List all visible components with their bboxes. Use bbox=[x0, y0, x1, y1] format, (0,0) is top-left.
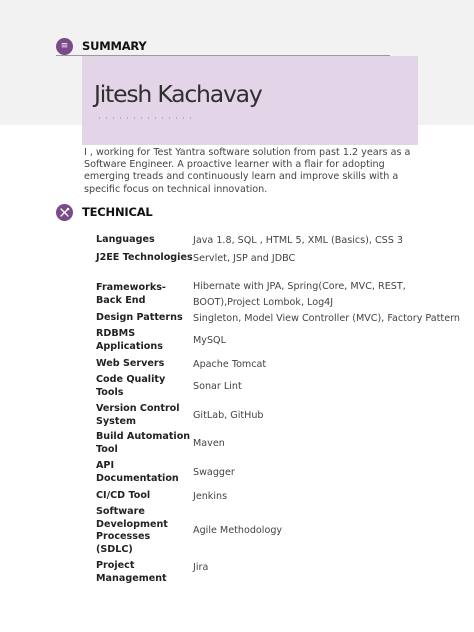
skill-label: Languages bbox=[96, 234, 155, 246]
subtitle-faint bbox=[96, 117, 191, 119]
skill-value: Singleton, Model View Controller (MVC), Factory Pattern bbox=[193, 313, 460, 324]
skill-row bbox=[96, 560, 208, 585]
skill-label: Build Automation Tool bbox=[96, 431, 191, 455]
summary-title: SUMMARY bbox=[82, 39, 147, 53]
skill-value: Jenkins bbox=[193, 491, 228, 502]
skill-row bbox=[96, 431, 225, 456]
summary-paragraph: I , working for Test Yantra software solution from past 1.2 years as a Software Engineer. A proactive learner with a flair for adopting emerging treads and continuously learn and improve skills with a specific focus on technical innovation. bbox=[84, 147, 411, 195]
skill-label: J2EE Technologies bbox=[96, 252, 193, 264]
skill-row bbox=[96, 460, 235, 485]
skill-label: RDBMS Applications bbox=[96, 328, 163, 352]
skill-row bbox=[96, 403, 264, 428]
skill-row bbox=[96, 328, 226, 353]
skill-row bbox=[96, 374, 242, 399]
skill-row bbox=[96, 506, 282, 556]
skill-label: CI/CD Tool bbox=[96, 490, 151, 502]
skill-value: Swagger bbox=[193, 466, 235, 478]
skill-label: Software Development Processes (SDLC) bbox=[96, 506, 168, 555]
skill-value: Hibernate with JPA, Spring(Core, MVC, REST, BOOT),Project Lombok, Log4J bbox=[193, 281, 406, 308]
skill-value: Jira bbox=[193, 562, 209, 573]
candidate-name: Jitesh Kachavay bbox=[94, 80, 262, 108]
skill-label: Version Control System bbox=[96, 403, 180, 427]
skill-row bbox=[96, 279, 473, 310]
skill-value: Apache Tomcat bbox=[193, 359, 267, 370]
technical-title: TECHNICAL bbox=[82, 205, 153, 219]
list-icon: ≡ bbox=[56, 38, 73, 55]
skill-value: GitLab, GitHub bbox=[193, 409, 264, 421]
skill-value: Maven bbox=[193, 437, 225, 449]
skill-row bbox=[96, 489, 227, 505]
skill-value: Agile Methodology bbox=[193, 525, 283, 537]
summary-heading bbox=[56, 36, 147, 56]
skill-row bbox=[96, 357, 266, 373]
skill-label: Project Management bbox=[96, 560, 167, 584]
skill-label: Web Servers bbox=[96, 358, 165, 370]
skill-value: Sonar Lint bbox=[193, 380, 242, 392]
skill-row bbox=[96, 233, 403, 249]
skill-value: Servlet, JSP and JDBC bbox=[193, 253, 296, 264]
skill-label: Frameworks- Back End bbox=[96, 281, 166, 306]
skill-label: API Documentation bbox=[96, 460, 179, 484]
skill-row bbox=[96, 251, 295, 267]
skill-row bbox=[96, 311, 460, 327]
skill-value: Java 1.8, SQL , HTML 5, XML (Basics), CSS 3 bbox=[193, 235, 404, 246]
skill-value: MySQL bbox=[193, 334, 226, 346]
skill-label: Code Quality Tools bbox=[96, 374, 166, 398]
tools-icon bbox=[56, 204, 73, 221]
skill-label: Design Patterns bbox=[96, 312, 183, 324]
technical-heading bbox=[56, 202, 153, 222]
